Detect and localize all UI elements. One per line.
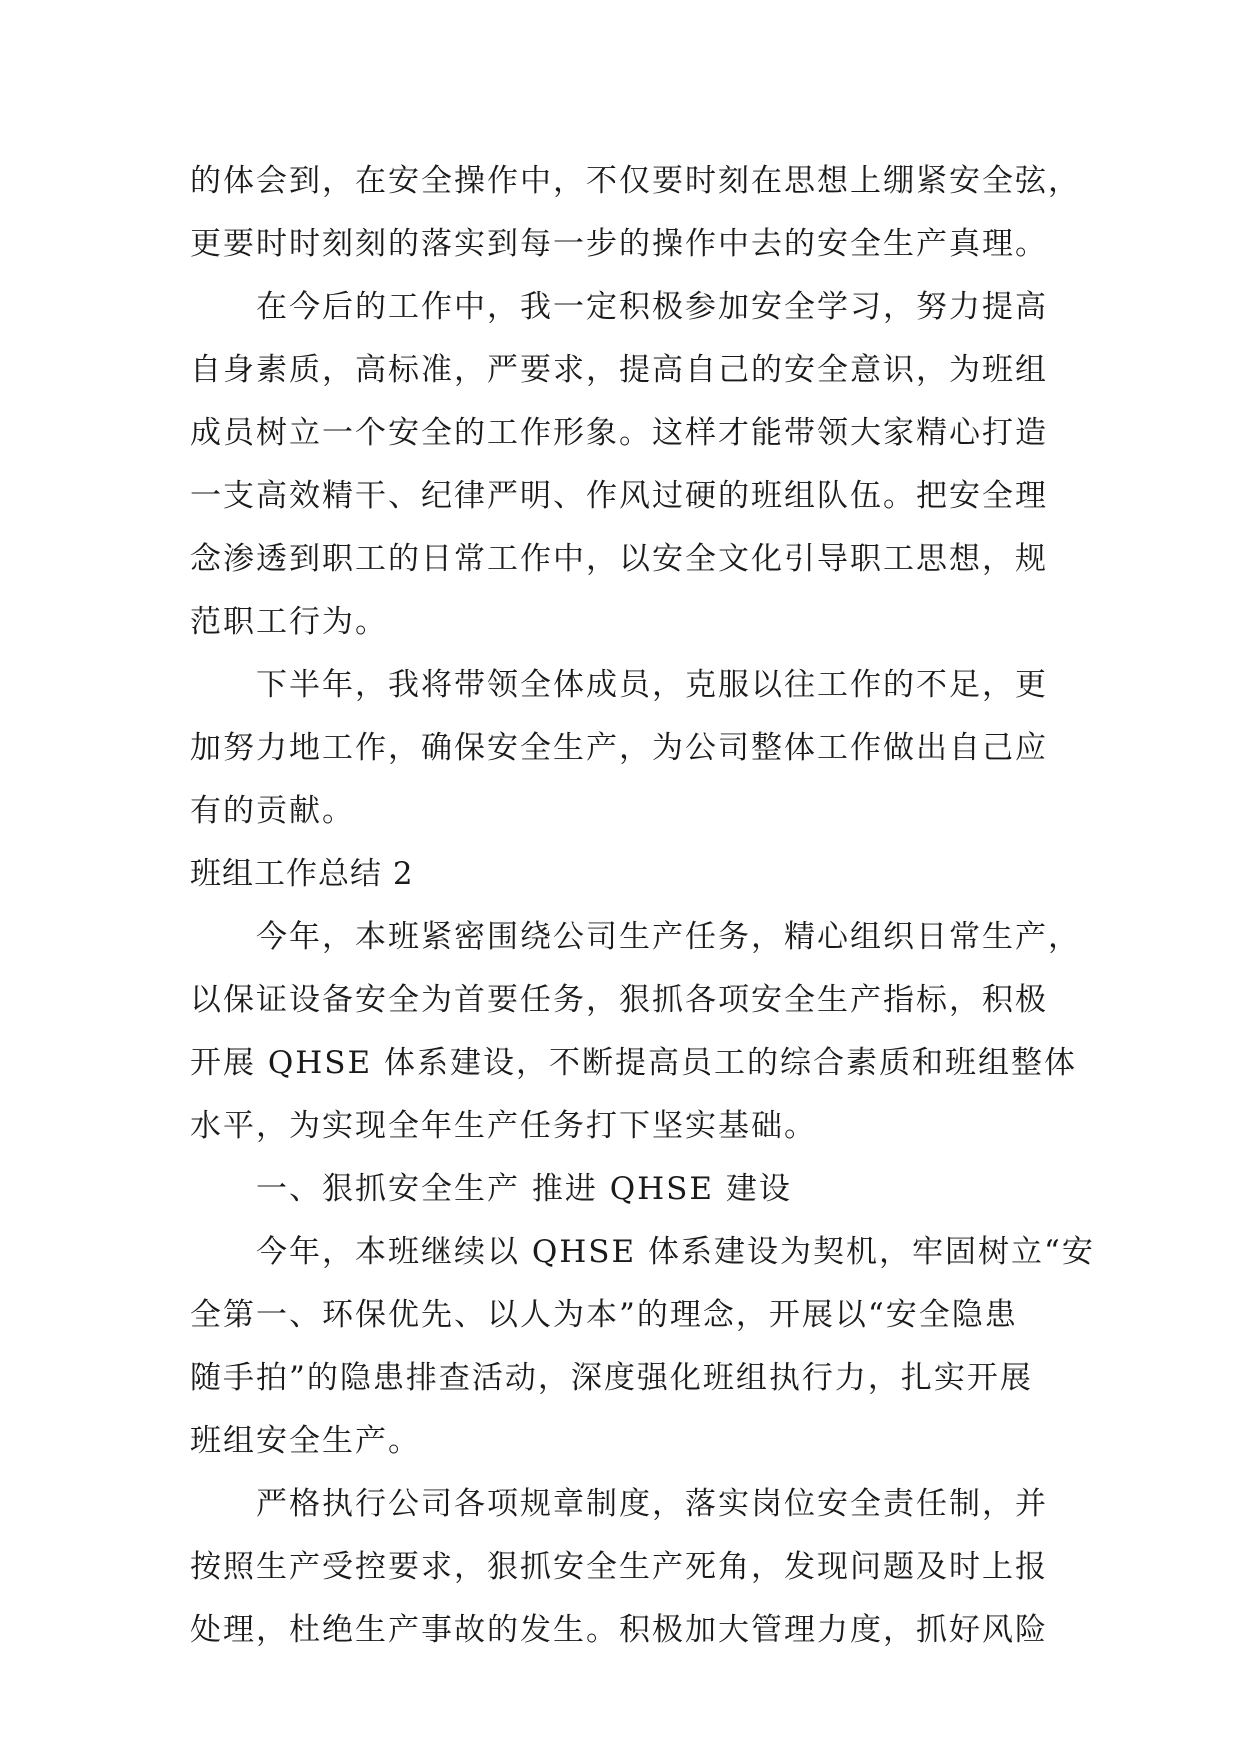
text-line: 下半年，我将带领全体成员，克服以往工作的不足，更 bbox=[256, 667, 1048, 703]
text-line: 班组安全生产。 bbox=[190, 1423, 421, 1459]
text-line: 念渗透到职工的日常工作中，以安全文化引导职工思想，规 bbox=[190, 541, 1048, 577]
text-line: 严格执行公司各项规章制度，落实岗位安全责任制，并 bbox=[256, 1486, 1048, 1522]
text-line: 一、狠抓安全生产 推进 QHSE 建设 bbox=[256, 1171, 792, 1207]
text-line: 范职工行为。 bbox=[190, 604, 388, 640]
text-line: 随手拍”的隐患排查活动，深度强化班组执行力，扎实开展 bbox=[190, 1360, 1033, 1396]
text-line: 一支高效精干、纪律严明、作风过硬的班组队伍。把安全理 bbox=[190, 478, 1048, 514]
text-line: 加努力地工作，确保安全生产，为公司整体工作做出自己应 bbox=[190, 730, 1048, 766]
text-line: 更要时时刻刻的落实到每一步的操作中去的安全生产真理。 bbox=[190, 226, 1048, 262]
text-line: 今年，本班紧密围绕公司生产任务，精心组织日常生产， bbox=[256, 919, 1081, 955]
text-line: 按照生产受控要求，狠抓安全生产死角，发现问题及时上报 bbox=[190, 1549, 1048, 1585]
section-heading: 班组工作总结 2 bbox=[190, 856, 414, 892]
document-body bbox=[190, 150, 1095, 1662]
text-line: 处理，杜绝生产事故的发生。积极加大管理力度，抓好风险 bbox=[190, 1612, 1048, 1648]
text-line: 开展 QHSE 体系建设，不断提高员工的综合素质和班组整体 bbox=[190, 1045, 1078, 1081]
text-line: 水平，为实现全年生产任务打下坚实基础。 bbox=[190, 1108, 817, 1144]
text-line: 今年，本班继续以 QHSE 体系建设为契机，牢固树立“安 bbox=[256, 1234, 1095, 1270]
text-line: 在今后的工作中，我一定积极参加安全学习，努力提高 bbox=[256, 289, 1048, 325]
text-line: 全第一、环保优先、以人为本”的理念，开展以“安全隐患 bbox=[190, 1297, 1018, 1333]
text-line: 的体会到，在安全操作中，不仅要时刻在思想上绷紧安全弦， bbox=[190, 163, 1081, 199]
text-line: 以保证设备安全为首要任务，狠抓各项安全生产指标，积极 bbox=[190, 982, 1048, 1018]
text-line: 成员树立一个安全的工作形象。这样才能带领大家精心打造 bbox=[190, 415, 1048, 451]
text-line: 自身素质，高标准，严要求，提高自己的安全意识，为班组 bbox=[190, 352, 1048, 388]
text-line: 有的贡献。 bbox=[190, 793, 355, 829]
